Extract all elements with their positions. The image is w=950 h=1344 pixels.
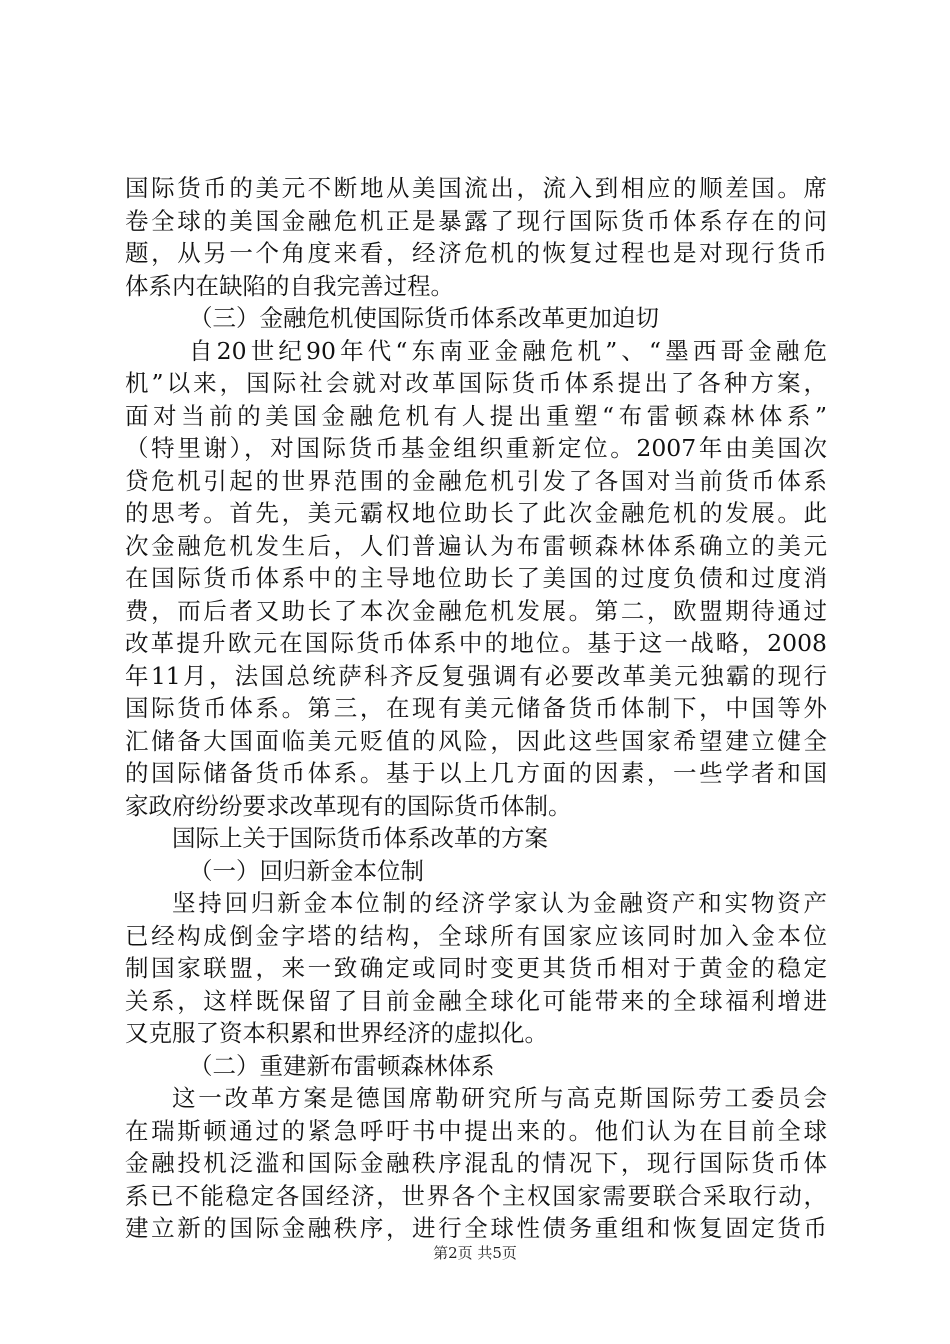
text-line: 这一改革方案是德国席勒研究所与高克斯国际劳工委员会 (172, 1084, 827, 1112)
text-line: 国际货币的美元不断地从美国流出，流入到相应的顺差国。席 (125, 174, 827, 202)
text-line: 又克服了资本积累和世界经济的虚拟化。 (125, 1019, 548, 1047)
text-line: 制国家联盟，来一致确定或同时变更其货币相对于黄金的稳定 (125, 954, 827, 982)
text-line: 关系，这样既保留了目前金融全球化可能带来的全球福利增进 (125, 986, 827, 1015)
text-line: （特里谢），对国际货币基金组织重新定位。2007年由美国次 (125, 434, 827, 462)
text-line: 已经构成倒金字塔的结构，全球所有国家应该同时加入金本位 (125, 921, 827, 950)
text-line: 金融投机泛滥和国际金融秩序混乱的情况下，现行国际货币体 (125, 1149, 827, 1177)
text-line: 建立新的国际金融秩序，进行全球性债务重组和恢复固定货币 (125, 1214, 827, 1242)
text-line: 在瑞斯顿通过的紧急呼吁书中提出来的。他们认为在目前全球 (125, 1116, 827, 1145)
section-heading: （三）金融危机使国际货币体系改革更加迫切 (189, 304, 659, 332)
text-line: 体系内在缺陷的自我完善过程。 (125, 271, 454, 300)
text-line: 次金融危机发生后，人们普遍认为布雷顿森林体系确立的美元 (125, 531, 827, 560)
text-line: 费，而后者又助长了本次金融危机发展。第二，欧盟期待通过 (125, 596, 827, 625)
section-heading: （二）重建新布雷顿森林体系 (189, 1051, 495, 1080)
text-line: 的思考。首先，美元霸权地位助长了此次金融危机的发展。此 (125, 499, 827, 527)
text-line: 改革提升欧元在国际货币体系中的地位。基于这一战略，2008 (125, 629, 827, 657)
text-line: 面对当前的美国金融危机有人提出重塑“布雷顿森林体系” (125, 401, 827, 430)
text-line: 汇储备大国面临美元贬值的风险，因此这些国家希望建立健全 (125, 726, 827, 755)
text-line: 家政府纷纷要求改革现有的国际货币体制。 (125, 791, 572, 820)
text-line: 自20世纪90年代“东南亚金融危机”、“墨西哥金融危 (189, 336, 827, 365)
text-line: 在国际货币体系中的主导地位助长了美国的过度负债和过度消 (125, 564, 827, 592)
text-line: 的国际储备货币体系。基于以上几方面的因素，一些学者和国 (125, 759, 827, 787)
text-line: 贷危机引起的世界范围的金融危机引发了各国对当前货币体系 (125, 466, 827, 495)
section-heading: （一）回归新金本位制 (189, 856, 424, 885)
document-body (125, 172, 827, 1245)
text-line: 年11月，法国总统萨科齐反复强调有必要改革美元独霸的现行 (125, 661, 827, 690)
page-footer: 第2页 共5页 (433, 1244, 517, 1262)
text-line: 坚持回归新金本位制的经济学家认为金融资产和实物资产 (172, 889, 827, 917)
section-heading: 国际上关于国际货币体系改革的方案 (172, 824, 548, 852)
text-line: 系已不能稳定各国经济，世界各个主权国家需要联合采取行动， (125, 1181, 827, 1210)
text-line: 国际货币体系。第三，在现有美元储备货币体制下，中国等外 (125, 694, 827, 722)
text-line: 题，从另一个角度来看，经济危机的恢复过程也是对现行货币 (125, 239, 827, 267)
text-line: 机”以来，国际社会就对改革国际货币体系提出了各种方案， (125, 369, 827, 397)
text-line: 卷全球的美国金融危机正是暴露了现行国际货币体系存在的问 (125, 206, 827, 235)
